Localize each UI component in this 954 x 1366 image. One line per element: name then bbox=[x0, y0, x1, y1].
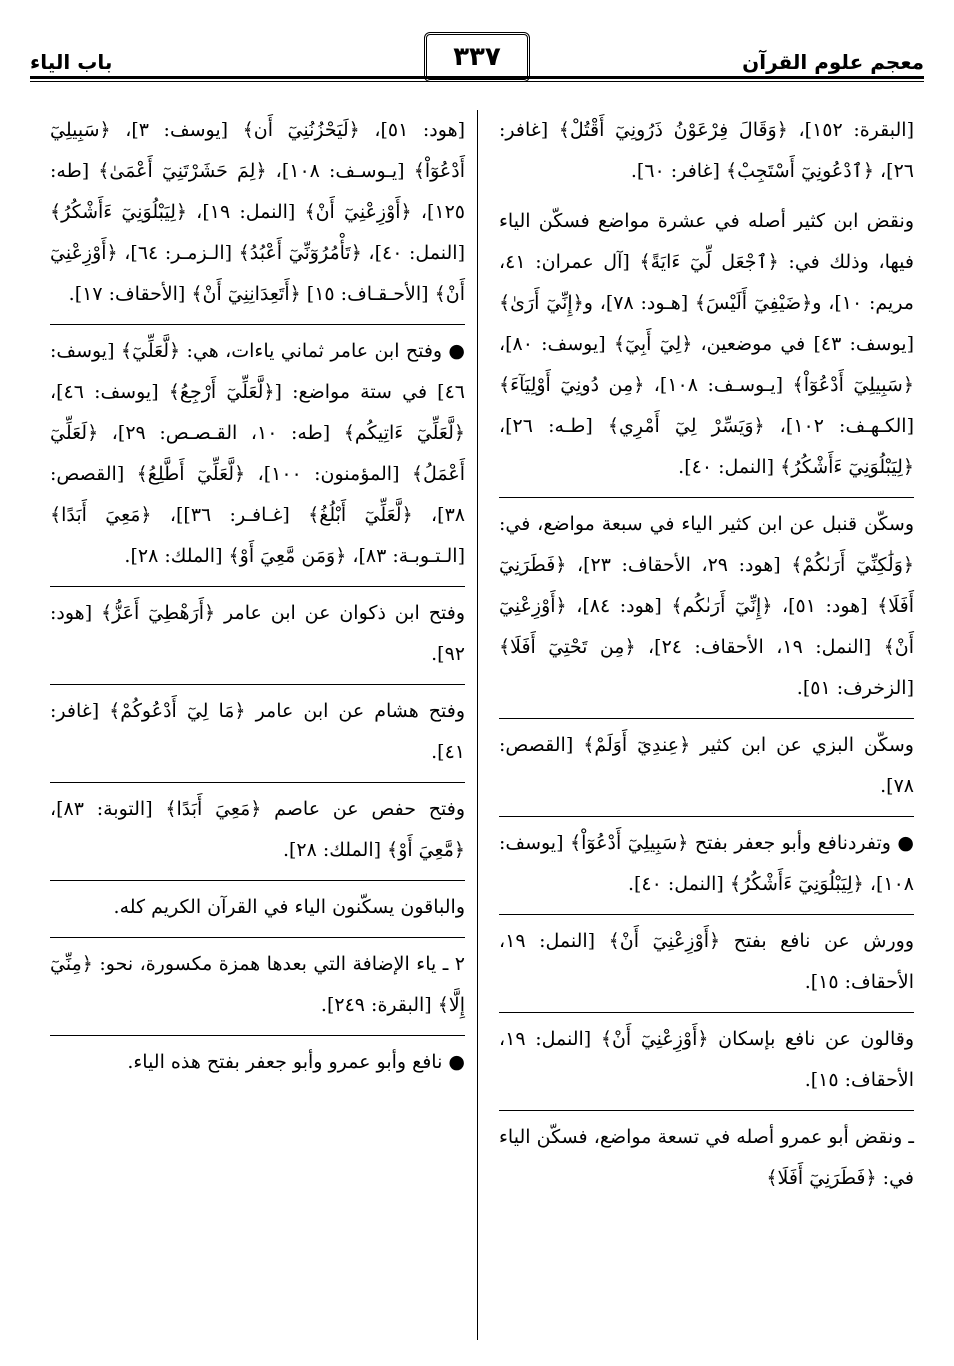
paragraph-divider bbox=[50, 684, 465, 685]
paragraph-divider bbox=[50, 937, 465, 938]
left-column bbox=[50, 110, 465, 1092]
paragraph-divider bbox=[499, 914, 914, 915]
paragraph: ـ ونقض أبو عمرو أصله في تسعة مواضع، فسكّن الياء في: ﴿فَطَرَنِيٓ أَفَلَا﴾ bbox=[499, 1126, 914, 1189]
paragraph-divider bbox=[50, 782, 465, 783]
paragraph: ● وتفردنافع وأبو جعفر بفتح ﴿سَبِيلِيٓ أَدْعُوٓاْ﴾ [يوسف: ١٠٨]، ﴿لِيَبْلُوَنِيٓ ءَأَشْكُرُ﴾ [النمل: ٤٠]. bbox=[499, 832, 914, 895]
paragraph: ● وفتح ابن عامر ثماني ياءات، هي: ﴿لَّعَلِّيٓ﴾ [يوسف: ٤٦] في ستة مواضع: [﴿لَّعَلِّيٓ أَرْجِعُ﴾ [يوسف: ٤٦]، ﴿لَّعَلِّيٓ ءَاتِيكُم﴾ [طه: ١٠، القـصـص: ٢٩]، ﴿لَعَلِّيٓ أَعْمَلُ﴾ [المؤمنون: ١٠٠]، ﴿لَّعَلِّيٓ أَطَّلِعُ﴾ [القصص: ٣٨]، ﴿لَّعَلِّيٓ أَبْلُغُ﴾ [غـافـر: ٣٦]]، ﴿مَعِيَ أَبَدًا﴾ [الـتـوبـة: ٨٣]، ﴿وَمَن مَّعِيَ أَوْ﴾ [الملك: ٢٨]. bbox=[50, 340, 466, 567]
paragraph: وفتح حفص عن عاصم ﴿مَعِيَ أَبَدًا﴾ [التوبة: ٨٣]، ﴿مَّعِيَ أَوْ﴾ [الملك: ٢٨]. bbox=[50, 798, 465, 861]
header-rule-thin bbox=[30, 81, 924, 82]
page-number-frame bbox=[424, 32, 530, 82]
paragraph-divider bbox=[50, 880, 465, 881]
paragraph-divider bbox=[499, 816, 914, 817]
book-title: معجم علوم القرآن bbox=[742, 50, 924, 74]
paragraph: [البقرة: ١٥٢]، ﴿وَقَالَ فِرْعَوْنُ ذَرُونِيٓ أَقْتُلْ﴾ [غافر: ٢٦]، ﴿ٱدْعُونِيٓ أَسْتَجِبْ﴾ [غافر: ٦٠]. bbox=[499, 119, 914, 182]
page-number: ٣٣٧ bbox=[453, 42, 501, 72]
paragraph: وورش عن نافع بفتح ﴿أَوْزِعْنِيٓ أَنْ﴾ [النمل: ١٩، الأحقاف: ١٥]. bbox=[499, 930, 914, 993]
header-rule bbox=[30, 76, 924, 79]
paragraph: والباقون يسكّنون الياء في القرآن الكريم كله. bbox=[113, 896, 465, 918]
paragraph: [هود: ٥١]، ﴿لَيَحْزُنُنِيٓ أَن﴾ [يوسف: ٣]، ﴿سَبِيلِيٓ أَدْعُوٓاْ﴾ [يـوسـف: ١٠٨]، ﴿لِمَ حَشَرْتَنِيٓ أَعْمَىٰ﴾ [طه: ١٢٥]، ﴿أَوْزِعْنِيٓ أَنْ﴾ [النمل: ١٩]، ﴿لِيَبْلُوَنِيٓ ءَأَشْكُرُ﴾ [النمل: ٤٠]، ﴿تَأْمُرُوٓنِّيٓ أَعْبُدُ﴾ [الـزمـر: ٦٤]، ﴿أَوْزِعْنِيٓ أَنْ﴾ [الأحـقـاف: ١٥] ﴿أَتَعِدَانِنِيٓ أَنْ﴾ [الأحقاف: ١٧]. bbox=[50, 119, 465, 305]
column-divider bbox=[477, 110, 478, 1340]
chapter-title: باب الياء bbox=[30, 50, 113, 74]
paragraph: ونقض ابن كثير أصله في عشرة مواضع فسكّن الياء فيها، وذلك في: ﴿ٱجْعَل لِّيٓ ءَايَةً﴾ [آل عمران: ٤١، مريم: ١٠]، و﴿ضَيْفِيٓ أَلَيْسَ﴾ [هـود: ٧٨]، و﴿إِنِّيٓ أَرَىٰ﴾ [يوسف: ٤٣] في موضعين، ﴿لِيٓ أَبِيٓ﴾ [يوسف: ٨٠]، ﴿سَبِيلِيٓ أَدْعُوٓاْ﴾ [يـوسـف: ١٠٨]، ﴿مِن دُونِيٓ أَوْلِيَآءَ﴾ [الكـهـف: ١٠٢]، ﴿وَيَسِّرْ لِيٓ أَمْرِي﴾ [طـه: ٢٦]، ﴿لِيَبْلُوَنِيٓ ءَأَشْكُرُ﴾ [النمل: ٤٠]. bbox=[499, 210, 914, 478]
paragraph: ٢ ـ ياء الإضافة التي بعدها همزة مكسورة، نحو: ﴿مِنِّيٓ إِلَّا﴾ [البقرة: ٢٤٩]. bbox=[50, 953, 465, 1016]
paragraph: وفتح هشام عن ابن عامر ﴿مَا لِيٓ أَدْعُوكُمْ﴾ [غافر: ٤١]. bbox=[50, 700, 465, 763]
paragraph: وفتح ابن ذكوان عن ابن عامر ﴿أَرَهْطِيٓ أَعَزُّ﴾ [هود: ٩٢]. bbox=[50, 602, 465, 665]
right-column bbox=[499, 110, 914, 1208]
paragraph-divider bbox=[499, 718, 914, 719]
paragraph-divider bbox=[50, 586, 465, 587]
paragraph: وسكّن البزي عن ابن كثير ﴿عِندِيٓ أَوَلَمْ﴾ [القصص: ٧٨]. bbox=[499, 734, 914, 797]
page-header bbox=[30, 30, 924, 90]
paragraph: وسكّن قنبل عن ابن كثير الياء في سبعة مواضع، في: ﴿وَلَٰكِنِّيٓ أَرَىٰكُمْ﴾ [هود: ٢٩، الأحقاف: ٢٣]، ﴿فَطَرَنِيٓ أَفَلَا﴾ [هود: ٥١]، ﴿إِنِّيٓ أَرَىٰكُم﴾ [هود: ٨٤]، ﴿أَوْزِعْنِيٓ أَنْ﴾ [النمل: ١٩، الأحقاف: ٢٤]، ﴿مِن تَحْتِيٓ أَفَلَا﴾ [الزخرف: ٥١]. bbox=[499, 513, 915, 699]
paragraph-divider bbox=[499, 1110, 914, 1111]
paragraph: وقالون عن نافع بإسكان ﴿أَوْزِعْنِيٓ أَنْ﴾ [النمل: ١٩، الأحقاف: ١٥]. bbox=[499, 1028, 914, 1091]
paragraph: ● نافع وأبو عمرو وأبو جعفر بفتح هذه الياء. bbox=[127, 1051, 465, 1073]
paragraph-divider bbox=[499, 1012, 914, 1013]
paragraph-divider bbox=[50, 1035, 465, 1036]
paragraph-divider bbox=[499, 497, 914, 498]
paragraph-divider bbox=[50, 324, 465, 325]
